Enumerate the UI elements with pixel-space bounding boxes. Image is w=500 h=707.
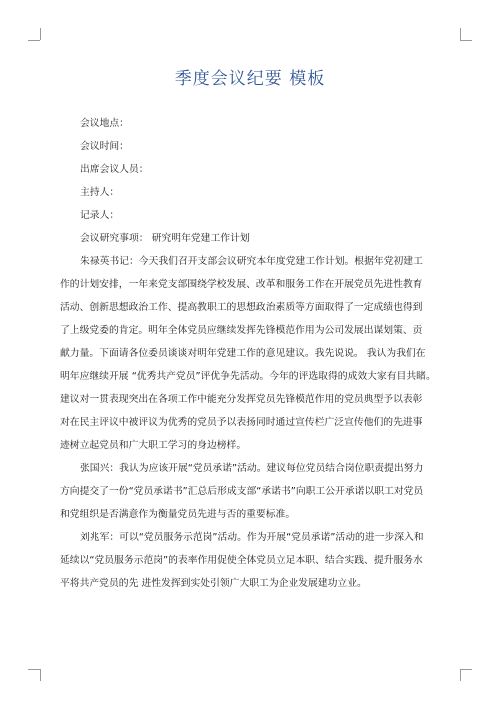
paragraph-line: 平将共产党员的先 进性发挥到实处引领广大职工为企业发展建功立业。: [60, 578, 367, 589]
field-attendees: 出席会议人员：: [80, 164, 149, 175]
document-body: [60, 112, 440, 595]
field-time: 会议时间：: [80, 141, 129, 152]
paragraph-line: 了上级党委的肯定。明年全体党员应继续发挥先锋模范作用为公司发展出谋划策、贡: [60, 325, 423, 336]
field-host: 主持人：: [80, 187, 120, 198]
field-recorder: 记录人：: [80, 210, 120, 221]
paragraph-line: 延续以“党员服务示范岗”的表率作用促使全体党员立足本职、结合实践、提升服务水: [60, 555, 423, 566]
field-location: 会议地点：: [80, 118, 129, 129]
paragraph-line: 和党组织是否满意作为衡量党员先进与否的重要标准。: [60, 509, 296, 520]
crop-mark-top-left-v: [40, 28, 41, 40]
paragraph-line: 迹树立起党员和广大职工学习的身边榜样。: [60, 440, 247, 451]
paragraph-line: 明年应继续开展 “优秀共产党员”评优争先活动。今年的评选取得的成效大家有目共睹。: [60, 371, 436, 382]
paragraph-zhang: [60, 457, 440, 526]
crop-mark-bottom-right-h: [460, 669, 472, 670]
crop-mark-bottom-left-v: [40, 669, 41, 681]
paragraph-liu: [60, 526, 440, 595]
paragraph-zhu: [60, 250, 440, 457]
paragraph-line: 方向提交了一份“党员承诺书”汇总后形成支部“承诺书”向职工公开承诺以职工对党员: [60, 486, 424, 497]
crop-mark-top-right-v: [460, 28, 461, 40]
paragraph-line: 朱禄英书记：今天我们召开支部会议研究本年度党建工作计划。根据年党初建工: [80, 256, 423, 267]
document-title: 季度会议纪要 模板: [174, 69, 326, 89]
crop-mark-bottom-left-h: [28, 669, 40, 670]
paragraph-line: 对在民主评议中被评议为优秀的党员予以表扬同时通过宣传栏广泛宣传他们的先进事: [60, 417, 423, 428]
crop-mark-top-left-h: [28, 40, 40, 41]
paragraph-line: 刘兆军：可以“党员服务示范岗”活动。作为开展“党员承诺”活动的进一步深入和: [80, 532, 424, 543]
paragraph-line: 献力量。下面请各位委员谈谈对明年党建工作的意见建议。我先说说。 我认为我们在: [60, 348, 426, 359]
paragraph-line: 张国兴：我认为应该开展“党员承诺”活动。建议每位党员结合岗位职责提出努力: [80, 463, 424, 474]
paragraph-line: 建议对一贯表现突出在各项工作中能充分发挥党员先锋模范作用的党员典型予以表彰: [60, 394, 423, 405]
field-agenda: 会议研究事项： 研究明年党建工作计划: [80, 233, 250, 244]
paragraph-line: 作的计划安排，一年来党支部围绕学校发展、改革和服务工作在开展党员先进性教育: [60, 279, 423, 290]
crop-mark-bottom-right-v: [460, 669, 461, 681]
crop-mark-top-right-h: [460, 40, 472, 41]
paragraph-line: 活动、创新思想政治工作、提高教职工的思想政治素质等方面取得了一定成绩也得到: [60, 302, 423, 313]
